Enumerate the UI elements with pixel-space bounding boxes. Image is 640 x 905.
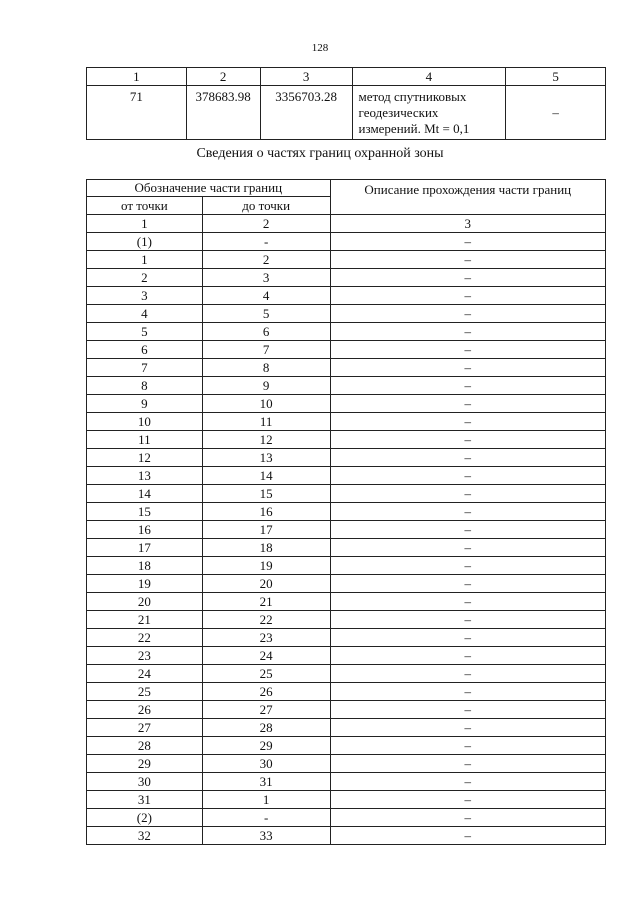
description-cell: – <box>330 485 605 503</box>
to-point-cell: 26 <box>202 683 330 701</box>
to-point-cell: 1 <box>202 791 330 809</box>
from-point-cell: 28 <box>87 737 203 755</box>
method-line: геодезических <box>358 105 439 120</box>
table-row <box>87 467 606 485</box>
description-cell: – <box>330 305 605 323</box>
from-point-cell: 19 <box>87 575 203 593</box>
table-row <box>87 323 606 341</box>
col-header-5: 5 <box>506 68 606 86</box>
from-point-cell: 20 <box>87 593 203 611</box>
description-cell: – <box>330 269 605 287</box>
to-point-cell: 15 <box>202 485 330 503</box>
to-point-cell: 21 <box>202 593 330 611</box>
table-row <box>87 737 606 755</box>
description-cell: – <box>330 377 605 395</box>
description-cell: – <box>330 773 605 791</box>
column-number-row <box>87 215 606 233</box>
table-row <box>87 395 606 413</box>
header-from-point: от точки <box>87 197 203 215</box>
description-cell: – <box>330 593 605 611</box>
from-point-cell: 27 <box>87 719 203 737</box>
col-number-2: 2 <box>202 215 330 233</box>
method-line: метод спутниковых <box>358 89 467 104</box>
to-point-cell: 20 <box>202 575 330 593</box>
method-description <box>352 86 506 140</box>
table-row <box>87 809 606 827</box>
from-point-cell: 10 <box>87 413 203 431</box>
table-row <box>87 701 606 719</box>
header-description: Описание прохождения части границ <box>330 180 605 215</box>
description-cell: – <box>330 287 605 305</box>
to-point-cell: 28 <box>202 719 330 737</box>
coord-x: 378683.98 <box>186 86 260 140</box>
description-cell: – <box>330 431 605 449</box>
to-point-cell: 18 <box>202 539 330 557</box>
description-cell: – <box>330 539 605 557</box>
description-cell: – <box>330 737 605 755</box>
table-row <box>87 539 606 557</box>
point-description: – <box>506 86 606 140</box>
from-point-cell: 2 <box>87 269 203 287</box>
table-row <box>87 575 606 593</box>
table-row <box>87 377 606 395</box>
description-cell: – <box>330 503 605 521</box>
table-row <box>87 719 606 737</box>
description-cell: – <box>330 575 605 593</box>
section-title: Сведения о частях границ охранной зоны <box>196 146 444 161</box>
from-point-cell: (1) <box>87 233 203 251</box>
to-point-cell: 5 <box>202 305 330 323</box>
table-row <box>87 629 606 647</box>
to-point-cell: 16 <box>202 503 330 521</box>
table-row <box>87 305 606 323</box>
from-point-cell: 11 <box>87 431 203 449</box>
to-point-cell: 19 <box>202 557 330 575</box>
to-point-cell: - <box>202 233 330 251</box>
table-row <box>87 611 606 629</box>
coord-y: 3356703.28 <box>260 86 352 140</box>
from-point-cell: 18 <box>87 557 203 575</box>
table-row <box>87 413 606 431</box>
from-point-cell: 12 <box>87 449 203 467</box>
from-point-cell: 16 <box>87 521 203 539</box>
to-point-cell: 7 <box>202 341 330 359</box>
coordinates-table <box>86 67 606 140</box>
table-row <box>87 503 606 521</box>
to-point-cell: 17 <box>202 521 330 539</box>
col-header-2: 2 <box>186 68 260 86</box>
table-row <box>87 755 606 773</box>
table-row <box>87 269 606 287</box>
to-point-cell: 30 <box>202 755 330 773</box>
description-cell: – <box>330 611 605 629</box>
description-cell: – <box>330 323 605 341</box>
from-point-cell: 23 <box>87 647 203 665</box>
from-point-cell: 30 <box>87 773 203 791</box>
description-cell: – <box>330 629 605 647</box>
table-row <box>87 827 606 845</box>
description-cell: – <box>330 647 605 665</box>
to-point-cell: 25 <box>202 665 330 683</box>
to-point-cell: 8 <box>202 359 330 377</box>
from-point-cell: 32 <box>87 827 203 845</box>
from-point-cell: 3 <box>87 287 203 305</box>
to-point-cell: 14 <box>202 467 330 485</box>
description-cell: – <box>330 413 605 431</box>
to-point-cell: - <box>202 809 330 827</box>
header-row <box>87 68 606 86</box>
description-cell: – <box>330 395 605 413</box>
description-cell: – <box>330 827 605 845</box>
col-number-1: 1 <box>87 215 203 233</box>
point-number: 71 <box>87 86 187 140</box>
from-point-cell: 22 <box>87 629 203 647</box>
col-header-4: 4 <box>352 68 506 86</box>
from-point-cell: 17 <box>87 539 203 557</box>
to-point-cell: 4 <box>202 287 330 305</box>
from-point-cell: (2) <box>87 809 203 827</box>
table-row <box>87 449 606 467</box>
table-row <box>87 341 606 359</box>
from-point-cell: 13 <box>87 467 203 485</box>
from-point-cell: 7 <box>87 359 203 377</box>
description-cell: – <box>330 665 605 683</box>
header-row <box>87 180 606 197</box>
table-row <box>87 86 606 140</box>
table-row <box>87 593 606 611</box>
from-point-cell: 21 <box>87 611 203 629</box>
table-row <box>87 485 606 503</box>
description-cell: – <box>330 233 605 251</box>
from-point-cell: 26 <box>87 701 203 719</box>
boundary-parts-table <box>86 179 606 845</box>
from-point-cell: 1 <box>87 251 203 269</box>
table-row <box>87 251 606 269</box>
description-cell: – <box>330 467 605 485</box>
table-row <box>87 557 606 575</box>
from-point-cell: 9 <box>87 395 203 413</box>
parts-table-body <box>87 233 606 845</box>
method-line: измерений. Mt = 0,1 <box>358 121 470 136</box>
description-cell: – <box>330 557 605 575</box>
table-row <box>87 647 606 665</box>
description-cell: – <box>330 755 605 773</box>
from-point-cell: 6 <box>87 341 203 359</box>
header-to-point: до точки <box>202 197 330 215</box>
to-point-cell: 12 <box>202 431 330 449</box>
to-point-cell: 27 <box>202 701 330 719</box>
description-cell: – <box>330 683 605 701</box>
to-point-cell: 11 <box>202 413 330 431</box>
table-row <box>87 359 606 377</box>
from-point-cell: 4 <box>87 305 203 323</box>
to-point-cell: 3 <box>202 269 330 287</box>
to-point-cell: 24 <box>202 647 330 665</box>
description-cell: – <box>330 719 605 737</box>
to-point-cell: 22 <box>202 611 330 629</box>
from-point-cell: 8 <box>87 377 203 395</box>
description-cell: – <box>330 701 605 719</box>
table-row <box>87 773 606 791</box>
description-cell: – <box>330 359 605 377</box>
description-cell: – <box>330 251 605 269</box>
to-point-cell: 31 <box>202 773 330 791</box>
col-header-3: 3 <box>260 68 352 86</box>
table-row <box>87 791 606 809</box>
from-point-cell: 29 <box>87 755 203 773</box>
to-point-cell: 23 <box>202 629 330 647</box>
description-cell: – <box>330 791 605 809</box>
description-cell: – <box>330 449 605 467</box>
table-row <box>87 521 606 539</box>
from-point-cell: 24 <box>87 665 203 683</box>
header-group: Обозначение части границ <box>87 180 331 197</box>
to-point-cell: 10 <box>202 395 330 413</box>
description-cell: – <box>330 341 605 359</box>
from-point-cell: 31 <box>87 791 203 809</box>
from-point-cell: 5 <box>87 323 203 341</box>
page-number: 128 <box>311 42 329 54</box>
col-number-3: 3 <box>330 215 605 233</box>
from-point-cell: 14 <box>87 485 203 503</box>
to-point-cell: 13 <box>202 449 330 467</box>
table-row <box>87 683 606 701</box>
col-header-1: 1 <box>87 68 187 86</box>
to-point-cell: 2 <box>202 251 330 269</box>
table-row <box>87 233 606 251</box>
from-point-cell: 15 <box>87 503 203 521</box>
description-cell: – <box>330 521 605 539</box>
from-point-cell: 25 <box>87 683 203 701</box>
to-point-cell: 9 <box>202 377 330 395</box>
description-cell: – <box>330 809 605 827</box>
table-row <box>87 431 606 449</box>
table-row <box>87 287 606 305</box>
to-point-cell: 29 <box>202 737 330 755</box>
to-point-cell: 33 <box>202 827 330 845</box>
table-row <box>87 665 606 683</box>
to-point-cell: 6 <box>202 323 330 341</box>
